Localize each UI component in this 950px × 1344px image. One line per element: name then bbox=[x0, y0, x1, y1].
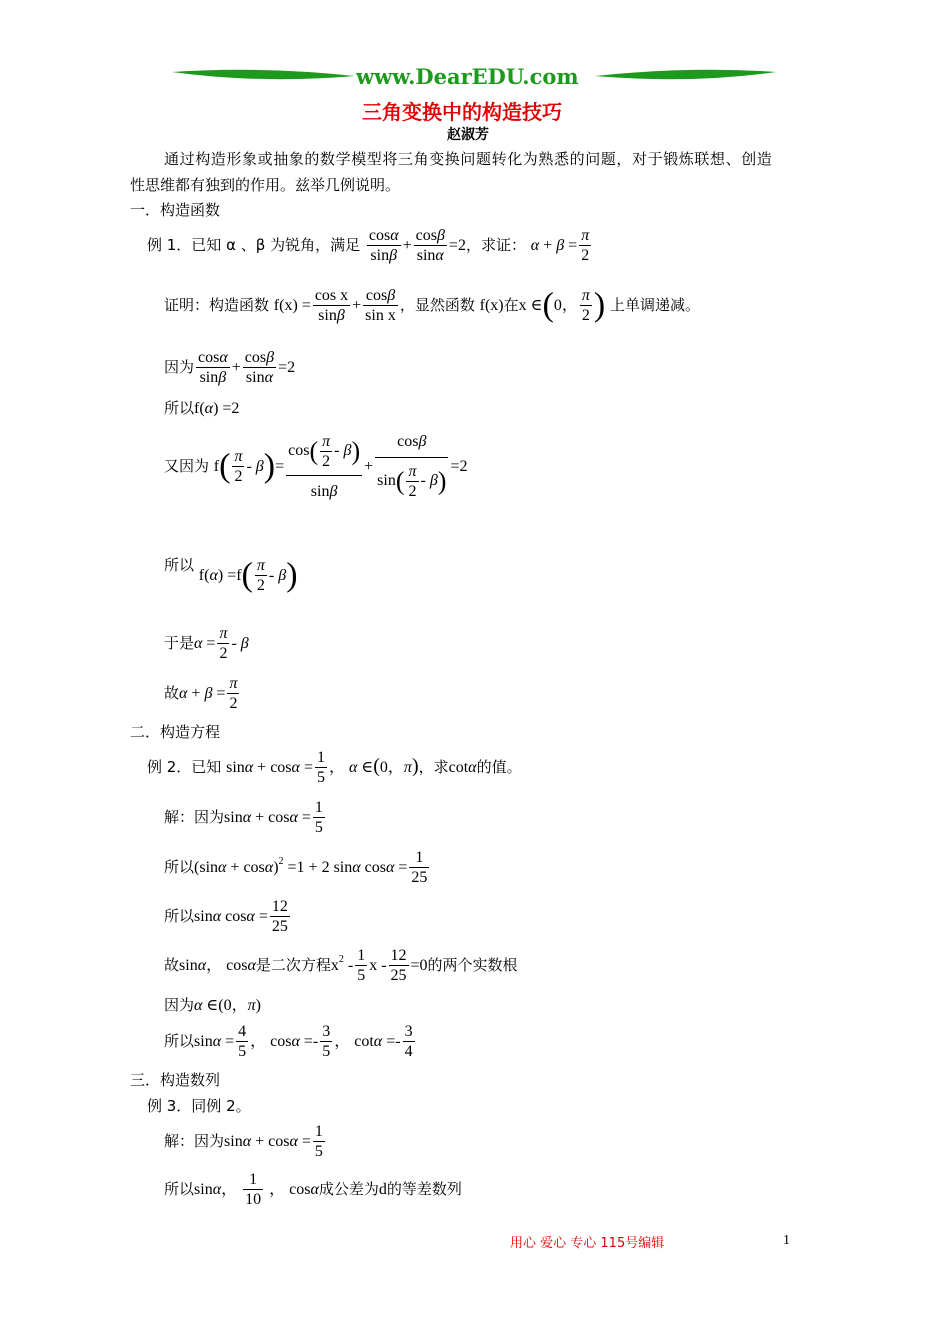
solution-2-since: 因为α ∈(0，π) bbox=[164, 996, 261, 1014]
footer-note: 用心 爱心 专心 115号编辑 bbox=[510, 1236, 665, 1251]
intro-line-2: 性思维都有独到的作用。兹举几例说明。 bbox=[130, 176, 401, 194]
solution-2-because: 解：因为sinα + cosα = $\frac{1}{5}$ bbox=[164, 799, 323, 836]
section-heading-2: 二．构造方程 bbox=[130, 723, 221, 741]
page-number: 1 bbox=[783, 1233, 790, 1248]
solution-3-sequence: 所以sinα， $\frac{1}{10}$ ， cosα成公差为d的等差数列 bbox=[164, 1171, 462, 1208]
solution-2-product: 所以sinα cosα = $\frac{12}{25}$ bbox=[164, 898, 288, 935]
because-equation: 因为 $\frac{\cos\alpha}{\sin\beta}$ + $\frac{\cos\beta}{\sin\alpha}$ =2 bbox=[164, 349, 296, 386]
also-because-equation: 又因为 f( $\frac{\pi}{2}$ - β)= cos( $\frac{\pi}{2}$ - β) sinβ + cosβ sin( $\frac{\pi}{2}$ - β) =2 bbox=[164, 433, 468, 500]
solution-2-values: 所以sinα = $\frac{4}{5}$ ， cosα =- $\frac{3}{5}$ ， cotα =- $\frac{3}{4}$ bbox=[164, 1023, 413, 1060]
example-3: 例 3．同例 2。 bbox=[147, 1097, 251, 1115]
banner-swoosh-left bbox=[172, 70, 355, 79]
thus-alpha: 于是α = $\frac{\pi}{2}$ - β bbox=[164, 625, 249, 662]
solution-2-roots: 故sinα， cosα是二次方程$x^2$ - $\frac{1}{5}$ x - $\frac{12}{25}$ =0的两个实数根 bbox=[164, 947, 518, 984]
section-heading-1: 一．构造函数 bbox=[130, 201, 221, 219]
example-1: 例 1．已知 α 、β 为锐角，满足 $\frac{\cos\alpha}{\sin\beta}$ + $\frac{\cos\beta}{\sin\alpha}$ =2，求证： α + β = $\frac{\pi}{2}$ bbox=[147, 227, 590, 264]
solution-2-square: 所以$(\sin\alpha + \cos\alpha)^2 =1 + 2$ sinα cosα = $\frac{1}{25}$ bbox=[164, 849, 428, 886]
site-logo[interactable]: www.DearEDU.com bbox=[356, 64, 579, 89]
example-2: 例 2．已知 sinα + cosα = $\frac{1}{5}$ ， α ∈(0，π)，求cotα的值。 bbox=[147, 749, 522, 786]
section-heading-3: 三．构造数列 bbox=[130, 1071, 221, 1089]
author: 赵淑芳 bbox=[447, 127, 489, 143]
proof-construct-function: 证明：构造函数 f(x) = $\frac{\text{cos x}}{\sin\beta}$ + $\frac{\cos\beta}{\text{sin x}}$ ，显然函数 f(x)在x ∈(0， $\frac{\pi}{2}$ ) 上单调递减。 bbox=[164, 286, 700, 324]
so-f-alpha: 所以f(α) =2 bbox=[164, 399, 240, 417]
so-f-alpha-equals: 所以 f(α) =f( $\frac{\pi}{2}$ - β) bbox=[164, 556, 298, 594]
hence-sum: 故α + β = $\frac{\pi}{2}$ bbox=[164, 675, 238, 712]
banner-swoosh-right bbox=[595, 70, 776, 79]
page-title: 三角变换中的构造技巧 bbox=[362, 100, 562, 124]
solution-3-because: 解：因为sinα + cosα = $\frac{1}{5}$ bbox=[164, 1123, 323, 1160]
intro-line-1: 通过构造形象或抽象的数学模型将三角变换问题转化为熟悉的问题，对于锻炼联想、创造 bbox=[164, 150, 773, 168]
